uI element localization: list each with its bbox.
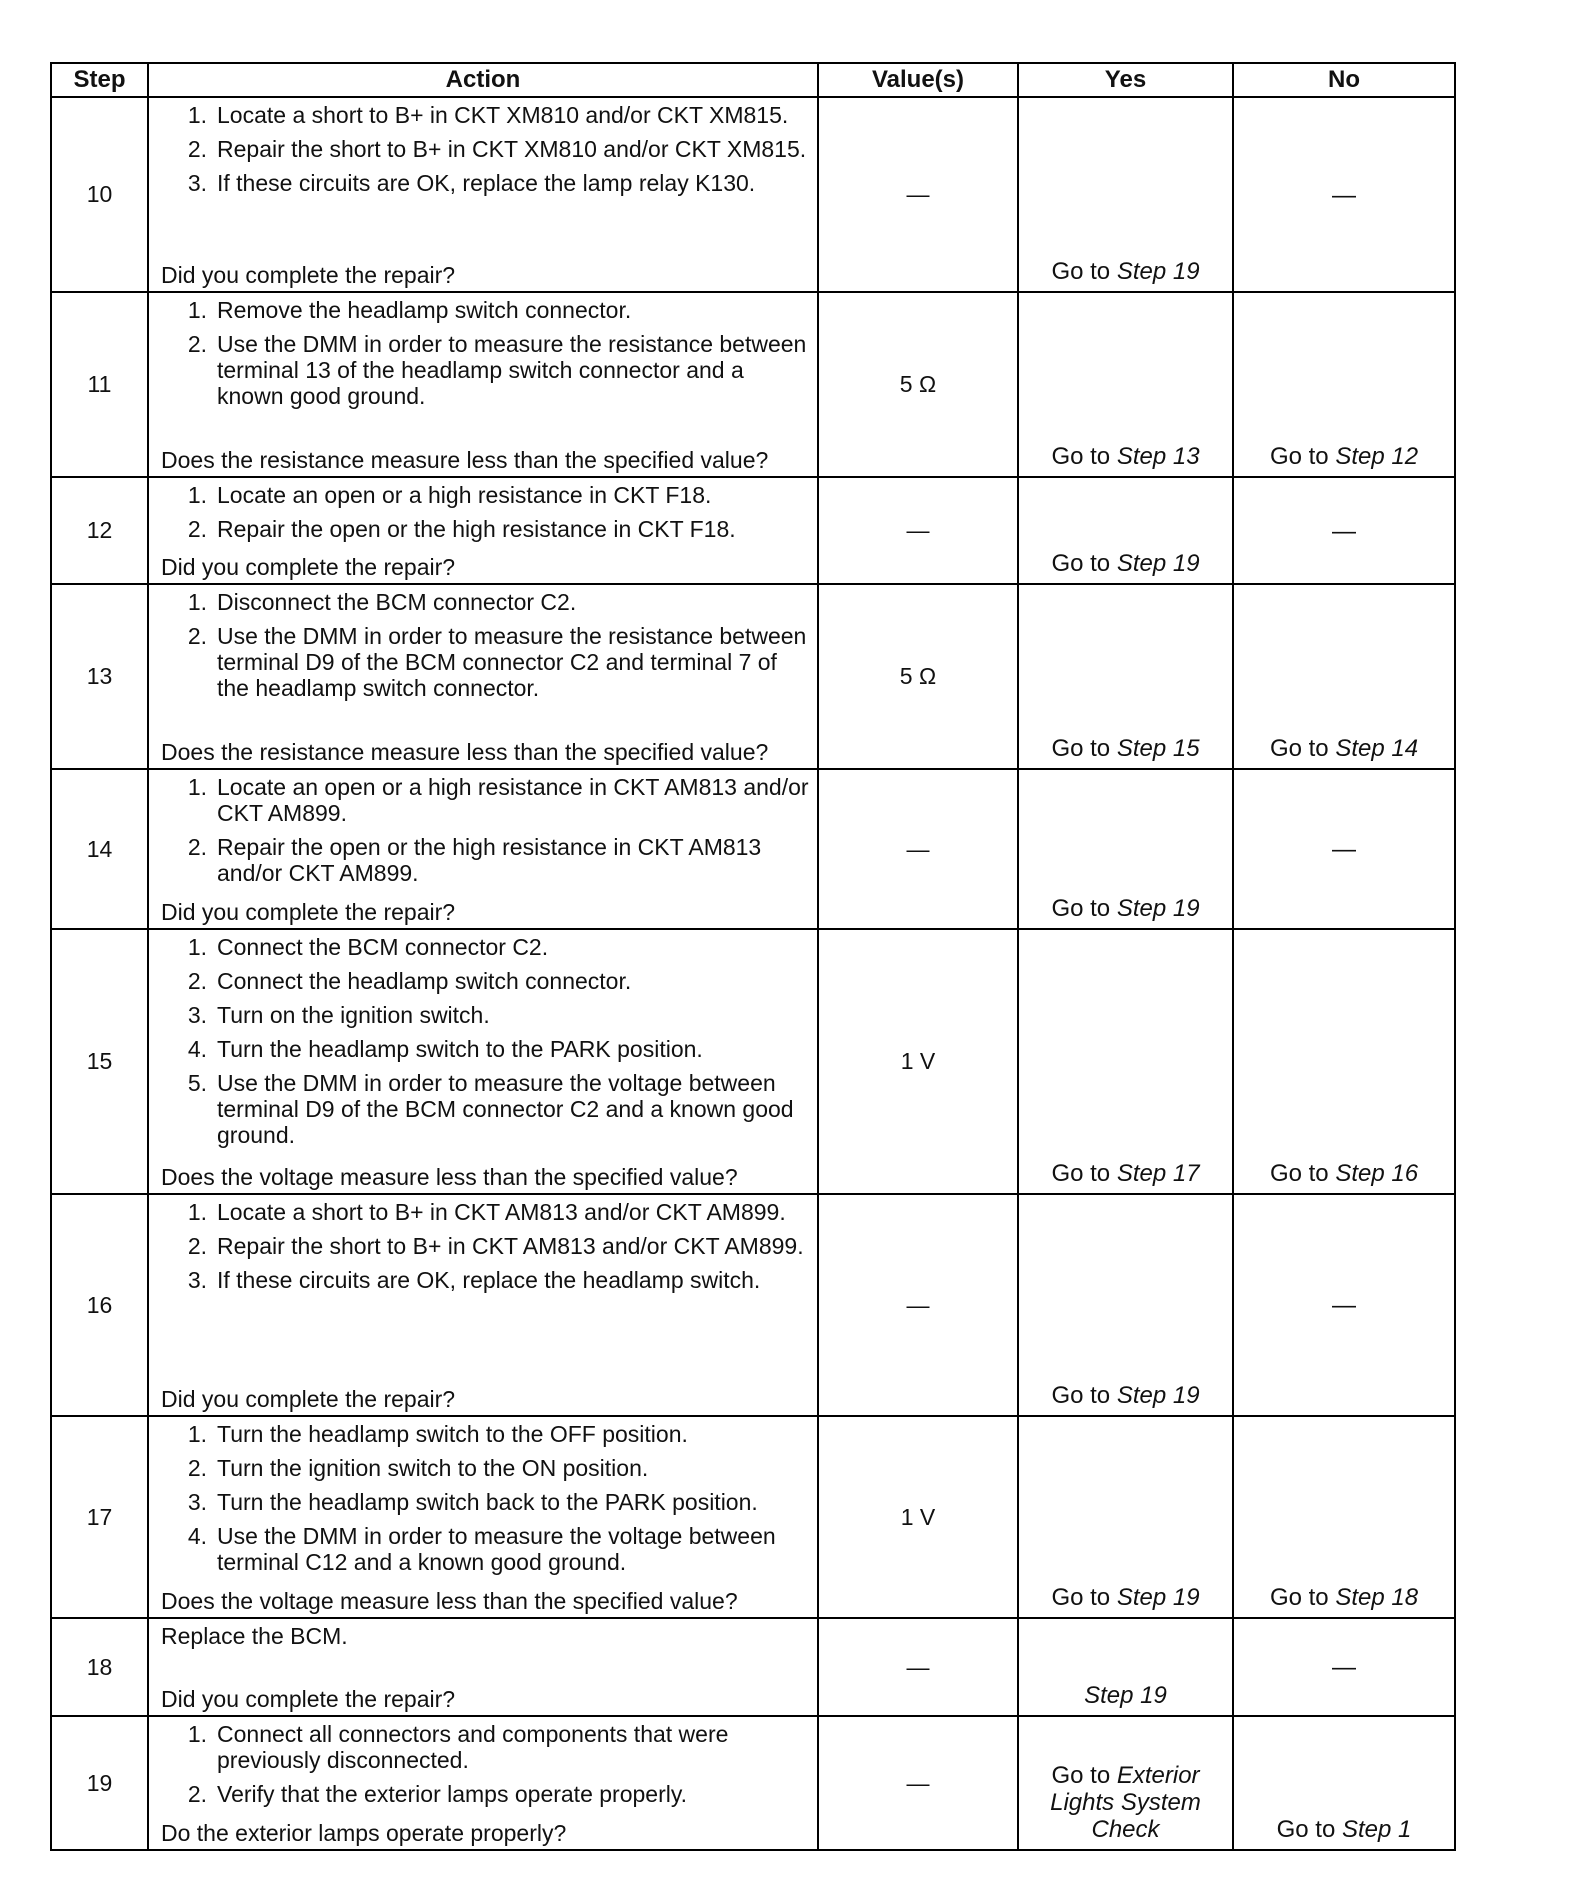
list-item: [161, 1070, 809, 1148]
list-item-text: Turn the headlamp switch to the OFF position.: [217, 1421, 688, 1447]
action-cell: [148, 1618, 818, 1716]
list-item-number: 3.: [187, 1002, 207, 1028]
list-item-text: Locate an open or a high resistance in CKT AM813 and/or CKT AM899.: [217, 774, 809, 826]
no-prefix: Go to: [1269, 735, 1329, 762]
action-steps-list: [161, 482, 809, 542]
list-item-number: 4.: [187, 1036, 207, 1062]
list-item-text: Repair the short to B+ in CKT XM810 and/or CKT XM815.: [217, 136, 807, 162]
no-prefix: Go to: [1269, 1584, 1329, 1611]
list-item: [161, 1036, 809, 1062]
no-dash: —: [1332, 517, 1356, 545]
list-item-number: 1.: [187, 589, 207, 615]
list-item-number: 1.: [187, 297, 207, 323]
value-cell: —: [818, 1618, 1018, 1716]
list-item: [161, 1267, 809, 1293]
list-item-text: Connect all connectors and components that were previously disconnected.: [217, 1721, 729, 1773]
yes-cell: [1018, 477, 1233, 584]
yes-target-link[interactable]: Step 19: [1084, 1682, 1167, 1709]
yes-cell: [1018, 1618, 1233, 1716]
list-item-number: 5.: [187, 1070, 207, 1096]
action-text: Replace the BCM.: [161, 1623, 348, 1649]
list-item-text: If these circuits are OK, replace the headlamp switch.: [217, 1267, 761, 1293]
yes-cell: [1018, 769, 1233, 929]
header-yes: Yes: [1018, 63, 1233, 97]
table-row: [51, 477, 1455, 584]
value-cell: —: [818, 1194, 1018, 1416]
list-item-text: Turn the ignition switch to the ON position.: [217, 1455, 649, 1481]
yes-target-link[interactable]: Exterior Lights System Check: [1050, 1762, 1201, 1843]
action-question: Does the voltage measure less than the specified value?: [161, 1588, 738, 1614]
list-item: [161, 1523, 809, 1575]
list-item-text: Connect the BCM connector C2.: [217, 934, 549, 960]
list-item: [161, 1455, 809, 1481]
yes-prefix: Go to: [1051, 1382, 1111, 1409]
list-item-text: Turn the headlamp switch back to the PARK position.: [217, 1489, 758, 1515]
action-steps-list: [161, 774, 809, 886]
list-item-number: 1.: [187, 934, 207, 960]
list-item-text: Use the DMM in order to measure the voltage between terminal D9 of the BCM connector C2 and a known good ground.: [217, 1070, 794, 1148]
step-number: 18: [51, 1618, 148, 1716]
action-question: Did you complete the repair?: [161, 1386, 456, 1412]
action-question: Does the resistance measure less than the specified value?: [161, 447, 769, 473]
no-dash: —: [1332, 836, 1356, 863]
value-cell: 1 V: [818, 1416, 1018, 1618]
table-row: [51, 1416, 1455, 1618]
list-item: [161, 589, 809, 615]
step-number: 15: [51, 929, 148, 1194]
list-item-text: Connect the headlamp switch connector.: [217, 968, 632, 994]
list-item-text: Locate a short to B+ in CKT AM813 and/or CKT AM899.: [217, 1199, 786, 1225]
no-target-link[interactable]: Step 16: [1335, 1160, 1419, 1187]
action-question: Did you complete the repair?: [161, 554, 456, 580]
list-item-text: Turn the headlamp switch to the PARK position.: [217, 1036, 703, 1062]
list-item-text: Repair the short to B+ in CKT AM813 and/or CKT AM899.: [217, 1233, 804, 1259]
list-item: [161, 1199, 809, 1225]
list-item-text: Repair the open or the high resistance in CKT AM813 and/or CKT AM899.: [217, 834, 762, 886]
list-item-text: Disconnect the BCM connector C2.: [217, 589, 577, 615]
value-cell: 5 Ω: [818, 292, 1018, 477]
yes-target-link[interactable]: Step 19: [1116, 895, 1200, 922]
yes-target-link[interactable]: Step 13: [1116, 443, 1200, 470]
yes-cell: [1018, 584, 1233, 769]
yes-prefix: Go to: [1051, 1762, 1111, 1789]
table-body: [51, 97, 1455, 1850]
list-item-text: If these circuits are OK, replace the lamp relay K130.: [217, 170, 756, 196]
action-steps-list: [161, 1721, 809, 1807]
list-item-number: 3.: [187, 170, 207, 196]
list-item: [161, 331, 809, 409]
no-prefix: Go to: [1276, 1816, 1336, 1843]
value-cell: —: [818, 477, 1018, 584]
action-question: Does the voltage measure less than the specified value?: [161, 1164, 738, 1190]
yes-prefix: Go to: [1051, 895, 1111, 922]
action-steps-list: [161, 589, 809, 701]
no-target-link[interactable]: Step 12: [1335, 443, 1419, 470]
no-target-link[interactable]: Step 1: [1341, 1816, 1412, 1843]
action-steps-list: [161, 102, 809, 196]
list-item-number: 1.: [187, 1721, 207, 1747]
action-steps-list: [161, 1199, 809, 1293]
action-steps-list: [161, 297, 809, 409]
action-question: Did you complete the repair?: [161, 899, 456, 925]
list-item: [161, 297, 809, 323]
list-item: [161, 136, 809, 162]
list-item-number: 1.: [187, 1421, 207, 1447]
list-item-number: 4.: [187, 1523, 207, 1549]
list-item-text: Turn on the ignition switch.: [217, 1002, 490, 1028]
yes-cell: [1018, 1416, 1233, 1618]
list-item-text: Use the DMM in order to measure the resistance between terminal 13 of the headlamp switch connector and a known good ground.: [217, 331, 807, 409]
value-cell: —: [818, 97, 1018, 292]
action-cell: [148, 292, 818, 477]
action-cell: [148, 477, 818, 584]
action-question: Does the resistance measure less than the specified value?: [161, 739, 769, 765]
no-cell: [1233, 929, 1455, 1194]
header-no: No: [1233, 63, 1455, 97]
list-item: [161, 102, 809, 128]
yes-target-link[interactable]: Step 15: [1116, 735, 1200, 762]
yes-target-link[interactable]: Step 17: [1116, 1160, 1200, 1187]
yes-target-link[interactable]: Step 19: [1116, 1584, 1200, 1611]
header-row: [51, 63, 1455, 97]
yes-target-link[interactable]: Step 19: [1116, 1382, 1200, 1409]
step-number: 13: [51, 584, 148, 769]
table-row: [51, 292, 1455, 477]
table-row: [51, 97, 1455, 292]
no-cell: [1233, 97, 1455, 292]
list-item: [161, 1489, 809, 1515]
list-item-number: 2.: [187, 516, 207, 542]
table-row: [51, 1716, 1455, 1850]
value-cell: —: [818, 769, 1018, 929]
header-action: Action: [148, 63, 818, 97]
list-item: [161, 1233, 809, 1259]
list-item-number: 1.: [187, 1199, 207, 1225]
list-item-number: 3.: [187, 1267, 207, 1293]
value-cell: —: [818, 1716, 1018, 1850]
step-number: 12: [51, 477, 148, 584]
yes-cell: [1018, 929, 1233, 1194]
yes-prefix: Go to: [1051, 1160, 1111, 1187]
list-item-text: Use the DMM in order to measure the voltage between terminal C12 and a known good ground.: [217, 1523, 776, 1575]
no-target-link[interactable]: Step 18: [1335, 1584, 1419, 1611]
no-prefix: Go to: [1269, 1160, 1329, 1187]
list-item: [161, 774, 809, 826]
yes-prefix: Go to: [1051, 550, 1111, 577]
no-cell: [1233, 769, 1455, 929]
yes-prefix: Go to: [1051, 443, 1111, 470]
list-item-text: Locate a short to B+ in CKT XM810 and/or CKT XM815.: [217, 102, 789, 128]
table-row: [51, 584, 1455, 769]
list-item-number: 2.: [187, 968, 207, 994]
list-item-text: Locate an open or a high resistance in CKT F18.: [217, 482, 712, 508]
list-item-number: 1.: [187, 102, 207, 128]
no-cell: [1233, 1416, 1455, 1618]
table-row: [51, 929, 1455, 1194]
step-number: 14: [51, 769, 148, 929]
action-cell: [148, 1716, 818, 1850]
list-item-number: 1.: [187, 774, 207, 800]
list-item: [161, 1002, 809, 1028]
table-row: [51, 769, 1455, 929]
value-cell: 1 V: [818, 929, 1018, 1194]
action-cell: [148, 929, 818, 1194]
no-cell: [1233, 1618, 1455, 1716]
action-question: Did you complete the repair?: [161, 262, 456, 288]
yes-cell: [1018, 1194, 1233, 1416]
list-item: [161, 170, 809, 196]
action-cell: [148, 769, 818, 929]
action-question: Did you complete the repair?: [161, 1686, 456, 1712]
list-item: [161, 1781, 809, 1807]
list-item-text: Verify that the exterior lamps operate properly.: [217, 1781, 688, 1807]
list-item: [161, 834, 809, 886]
action-cell: [148, 97, 818, 292]
action-cell: [148, 584, 818, 769]
list-item-number: 2.: [187, 1781, 207, 1807]
list-item-text: Remove the headlamp switch connector.: [217, 297, 632, 323]
action-question: Do the exterior lamps operate properly?: [161, 1820, 567, 1846]
step-number: 19: [51, 1716, 148, 1850]
action-steps-list: [161, 1421, 809, 1575]
list-item-number: 2.: [187, 331, 207, 357]
header-values: Value(s): [818, 63, 1018, 97]
yes-cell: [1018, 1716, 1233, 1850]
list-item-number: 2.: [187, 136, 207, 162]
yes-cell: [1018, 292, 1233, 477]
diagnostic-table: [50, 62, 1456, 1851]
action-cell: [148, 1416, 818, 1618]
list-item: [161, 1721, 809, 1773]
list-item-number: 1.: [187, 482, 207, 508]
no-target-link[interactable]: Step 14: [1335, 735, 1419, 762]
yes-cell: [1018, 97, 1233, 292]
no-dash: —: [1332, 1292, 1356, 1319]
no-cell: [1233, 477, 1455, 584]
step-number: 11: [51, 292, 148, 477]
step-number: 16: [51, 1194, 148, 1416]
list-item: [161, 482, 809, 508]
yes-target-link[interactable]: Step 19: [1116, 258, 1200, 285]
value-cell: 5 Ω: [818, 584, 1018, 769]
yes-prefix: Go to: [1051, 735, 1111, 762]
list-item-number: 3.: [187, 1489, 207, 1515]
list-item: [161, 968, 809, 994]
yes-target-link[interactable]: Step 19: [1116, 550, 1200, 577]
list-item-number: 2.: [187, 1233, 207, 1259]
list-item-number: 2.: [187, 623, 207, 649]
step-number: 10: [51, 97, 148, 292]
list-item: [161, 623, 809, 701]
list-item-number: 2.: [187, 834, 207, 860]
action-steps-list: [161, 934, 809, 1148]
list-item-text: Repair the open or the high resistance in CKT F18.: [217, 516, 736, 542]
list-item: [161, 1421, 809, 1447]
no-dash: —: [1332, 181, 1356, 209]
no-dash: —: [1332, 1654, 1356, 1681]
no-cell: [1233, 1716, 1455, 1850]
table-row: [51, 1194, 1455, 1416]
step-number: 17: [51, 1416, 148, 1618]
no-cell: [1233, 584, 1455, 769]
list-item-number: 2.: [187, 1455, 207, 1481]
list-item: [161, 934, 809, 960]
no-cell: [1233, 292, 1455, 477]
yes-prefix: Go to: [1051, 1584, 1111, 1611]
list-item-text: Use the DMM in order to measure the resistance between terminal D9 of the BCM connector C2 and terminal 7 of the headlamp switch connector.: [217, 623, 807, 701]
list-item: [161, 516, 809, 542]
action-cell: [148, 1194, 818, 1416]
table-row: [51, 1618, 1455, 1716]
no-prefix: Go to: [1269, 443, 1329, 470]
yes-prefix: Go to: [1051, 258, 1111, 285]
no-cell: [1233, 1194, 1455, 1416]
header-step: Step: [51, 63, 148, 97]
